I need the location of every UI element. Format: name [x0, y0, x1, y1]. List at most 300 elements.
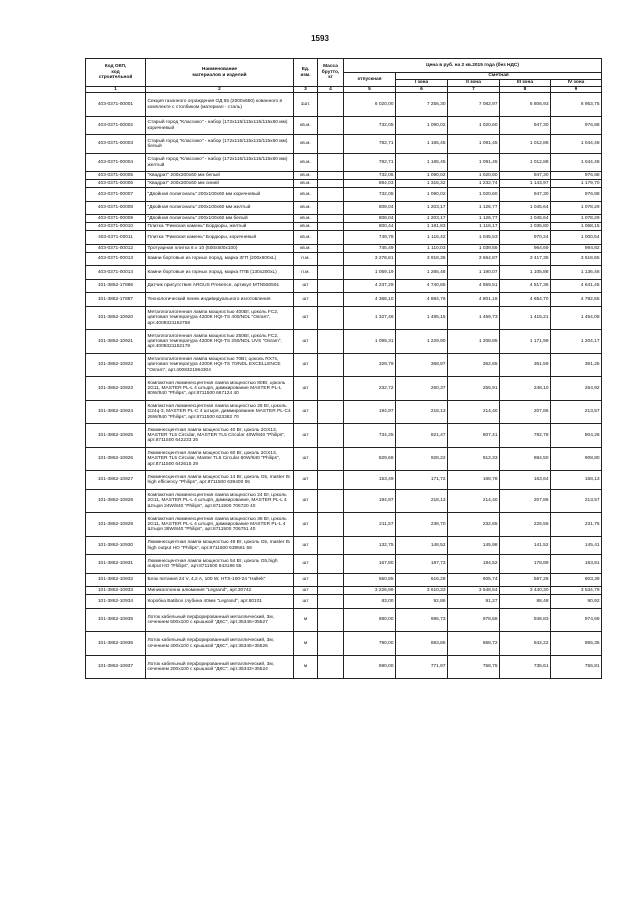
- column-number: 5: [344, 87, 396, 93]
- row-mass: [318, 587, 344, 595]
- row-price-zone-4: 1 078,29: [551, 201, 602, 215]
- row-code: 403-0371-00010: [86, 223, 146, 231]
- row-price-zone-2: 1 190,07: [448, 266, 500, 280]
- row-price-zone-3: 163,64: [500, 471, 551, 490]
- row-mass: [318, 172, 344, 180]
- table-row: [86, 306, 602, 330]
- row-price-zone-3: 4 517,36: [500, 279, 551, 293]
- row-price-zone-3: 351,59: [500, 353, 551, 377]
- header-release: отпускная: [344, 73, 396, 87]
- table-row: [86, 293, 602, 307]
- column-number: 1: [86, 87, 146, 93]
- row-price-zone-3: 3 440,30: [500, 587, 551, 595]
- row-mass: [318, 489, 344, 513]
- row-price-zone-3: 1 035,80: [500, 223, 551, 231]
- row-unit: кв.м.: [294, 201, 318, 215]
- row-mass: [318, 424, 344, 448]
- table-row: [86, 471, 602, 490]
- row-name: Лоток кабельный перфорированный металлический, 3м, сечением 400х100 с крышкой "ДКС", арт.35345+35526: [146, 632, 294, 656]
- row-name: Старый город "Классико" - набор (172х115/115х115/115х60 мм) коричневый: [146, 116, 294, 135]
- row-price-zone-1: 368,97: [396, 353, 448, 377]
- row-price-zone-2: 807,41: [448, 424, 500, 448]
- row-unit: шт: [294, 471, 318, 490]
- row-price-zone-4: 183,81: [551, 555, 602, 574]
- header-unit-text: Ед. изм.: [300, 67, 311, 78]
- row-price-zone-4: 974,69: [551, 608, 602, 632]
- table-row: [86, 608, 602, 632]
- row-code: 101-3862-10924: [86, 400, 146, 424]
- price-table: [85, 58, 602, 679]
- row-price-zone-4: 213,57: [551, 400, 602, 424]
- column-number: 4: [318, 87, 344, 93]
- row-name: Технологический пенек индивидуального изготовления: [146, 293, 294, 307]
- header-mass: [318, 59, 344, 87]
- row-code: 101-3862-10928: [86, 489, 146, 513]
- row-unit: шт: [294, 447, 318, 471]
- row-name: Камни бортовые из горных пород, марка ГПВ (130х200хL): [146, 266, 294, 280]
- row-name: Металлогалогенная лампа мощностью 400Вт, цоколь FC2, цветовая температура 4200К HQI-TS 400/NDL "Osram", арт.4008321152758: [146, 306, 294, 330]
- row-price-zone-4: 168,13: [551, 471, 602, 490]
- row-name: Секция газонного ограждения ОД 65 (2000х650) кованного в комплекте с столбиком (материал - сталь): [146, 93, 294, 117]
- row-price-zone-1: 218,13: [396, 400, 448, 424]
- row-mass: [318, 353, 344, 377]
- row-price-zone-2: 91,27: [448, 595, 500, 609]
- row-price-zone-3: 970,24: [500, 231, 551, 245]
- row-unit: шт: [294, 377, 318, 401]
- row-name: Миникоплонна алюминия "Legrand", арт.30742: [146, 587, 294, 595]
- row-price-zone-4: 603,39: [551, 573, 602, 587]
- row-code: 101-3862-10923: [86, 377, 146, 401]
- row-price-release: 3 278,61: [344, 252, 396, 266]
- column-number: 7: [448, 87, 500, 93]
- row-mass: [318, 215, 344, 223]
- row-unit: м: [294, 632, 318, 656]
- row-price-zone-4: 254,92: [551, 377, 602, 401]
- row-price-release: 194,97: [344, 400, 396, 424]
- row-price-zone-3: 1 105,88: [500, 266, 551, 280]
- row-name: Блок питания 24 V, 4,2 A, 100 W, HTS-100-24 "Haltek": [146, 573, 294, 587]
- row-code: 403-0371-00013: [86, 252, 146, 266]
- column-number: 8: [500, 87, 551, 93]
- row-mass: [318, 608, 344, 632]
- row-code: 403-0371-00012: [86, 244, 146, 252]
- row-mass: [318, 471, 344, 490]
- row-price-zone-4: 4 782,55: [551, 293, 602, 307]
- row-price-release: 782,71: [344, 135, 396, 154]
- row-code: 101-3862-10937: [86, 655, 146, 679]
- row-price-release: 1 059,19: [344, 266, 396, 280]
- row-price-zone-2: 145,98: [448, 536, 500, 555]
- table-row: [86, 215, 602, 223]
- row-price-release: 232,72: [344, 377, 396, 401]
- row-price-zone-4: 804,28: [551, 424, 602, 448]
- row-code: 403-0371-00014: [86, 266, 146, 280]
- row-price-zone-1: 218,13: [396, 489, 448, 513]
- table-row: [86, 632, 602, 656]
- row-mass: [318, 135, 344, 154]
- row-price-zone-4: 231,75: [551, 513, 602, 537]
- row-price-zone-4: 361,25: [551, 353, 602, 377]
- row-price-zone-3: 1 415,21: [500, 306, 551, 330]
- row-code: 101-3862-10930: [86, 536, 146, 555]
- row-price-zone-4: 865,35: [551, 632, 602, 656]
- row-price-zone-1: 1 165,45: [396, 153, 448, 172]
- table-row: [86, 231, 602, 245]
- row-name: Камни бортовые из горных пород, марка 3ГП (200х600хL): [146, 252, 294, 266]
- row-price-zone-3: 207,86: [500, 489, 551, 513]
- row-name: Люминесцентная лампа мощностью 49 Вт, цоколь G5, master t5 high output HO "Philips", арт.8711500 639561 59: [146, 536, 294, 555]
- row-name: Компактная люминесцентная лампа мощностью 24 Вт, цоколь 2G11, MASTER PL-L 4 штыря, диммирование, MASTER PL-L 4 Штыря 24W/840 "Philips", арт.8711500 706720 40: [146, 489, 294, 513]
- row-mass: [318, 293, 344, 307]
- row-name: "Квадрат" 200х200х60 мм синий: [146, 180, 294, 188]
- table-row: [86, 489, 602, 513]
- row-price-zone-3: 735,61: [500, 655, 551, 679]
- row-code: 403-0371-00003: [86, 135, 146, 154]
- row-price-zone-1: 1 229,90: [396, 330, 448, 354]
- row-mass: [318, 573, 344, 587]
- row-price-zone-3: 1 012,88: [500, 135, 551, 154]
- row-price-zone-2: 168,78: [448, 471, 500, 490]
- table-row: [86, 153, 602, 172]
- table-row: [86, 201, 602, 215]
- row-price-zone-1: 4 740,65: [396, 279, 448, 293]
- row-price-zone-3: 842,22: [500, 632, 551, 656]
- header-price-title: Цена в руб. на 2 кв.2015 года (без НДС): [344, 59, 602, 73]
- row-price-zone-3: 178,89: [500, 555, 551, 574]
- row-price-zone-3: 587,26: [500, 573, 551, 587]
- row-price-release: 153,49: [344, 471, 396, 490]
- row-price-release: 790,00: [344, 632, 396, 656]
- table-row: [86, 513, 602, 537]
- row-name: Старый город "Классико" - набор (172х115/115х115/115х60 мм) белый: [146, 135, 294, 154]
- header-estimate: Сметная: [396, 73, 602, 80]
- table-row: [86, 424, 602, 448]
- row-price-zone-4: 994,82: [551, 244, 602, 252]
- row-name: Люминесцентная лампа мощностью 54 Вт, цоколь G5,high output HO "Philips", арт.8711500 643186 55: [146, 555, 294, 574]
- header-zone-1: I зона: [396, 80, 448, 87]
- row-code: 101-3862-10926: [86, 447, 146, 471]
- row-unit: кв.м.: [294, 172, 318, 180]
- row-price-zone-2: 1 020,60: [448, 188, 500, 202]
- table-row: [86, 400, 602, 424]
- row-unit: шт: [294, 293, 318, 307]
- row-price-zone-2: 1 045,53: [448, 231, 500, 245]
- row-price-release: 690,00: [344, 655, 396, 679]
- row-price-zone-1: 4 884,76: [396, 293, 448, 307]
- row-price-zone-3: 884,50: [500, 447, 551, 471]
- row-price-zone-3: 248,10: [500, 377, 551, 401]
- row-unit: м: [294, 655, 318, 679]
- row-name: Компактная люминесцентная лампа мощностью 36 Вт, цоколь 2G11, MASTER PL-L 4 штыря, диммирование MASTER PL-L 4 Штыря 36W/840 "Philips", арт.8711500 706751 40: [146, 513, 294, 537]
- row-name: "Квадрат" 200х200х60 мм белый: [146, 172, 294, 180]
- row-price-zone-2: 4 801,16: [448, 293, 500, 307]
- row-price-zone-1: 187,73: [396, 555, 448, 574]
- row-price-zone-4: 6 953,75: [551, 93, 602, 117]
- row-price-zone-1: 1 265,48: [396, 266, 448, 280]
- row-price-zone-3: 1 012,88: [500, 153, 551, 172]
- row-mass: [318, 377, 344, 401]
- table-row: [86, 180, 602, 188]
- table-row: [86, 330, 602, 354]
- table-row: [86, 93, 602, 117]
- row-unit: кв.м.: [294, 116, 318, 135]
- row-price-zone-2: 1 116,17: [448, 223, 500, 231]
- row-code: 403-0371-00001: [86, 93, 146, 117]
- row-price-release: 732,05: [344, 188, 396, 202]
- row-price-zone-1: 821,47: [396, 424, 448, 448]
- row-price-zone-2: 1 126,77: [448, 201, 500, 215]
- row-price-release: 734,25: [344, 424, 396, 448]
- row-unit: шт: [294, 400, 318, 424]
- row-price-zone-2: 868,72: [448, 632, 500, 656]
- row-price-zone-2: 1 039,55: [448, 244, 500, 252]
- row-price-zone-2: 184,52: [448, 555, 500, 574]
- row-price-zone-4: 145,41: [551, 536, 602, 555]
- row-price-zone-3: 948,83: [500, 608, 551, 632]
- row-unit: кв.м.: [294, 153, 318, 172]
- row-unit: шт: [294, 595, 318, 609]
- row-mass: [318, 252, 344, 266]
- row-code: 101-3862-10932: [86, 573, 146, 587]
- row-code: 101-3862-10933: [86, 587, 146, 595]
- row-price-zone-3: 225,56: [500, 513, 551, 537]
- row-code: 403-0371-00011: [86, 231, 146, 245]
- row-mass: [318, 93, 344, 117]
- row-unit: кв.м.: [294, 215, 318, 223]
- row-name: Лоток кабельный перфорированный металлический, 3м, сечением 500х100 с крышкой "ДКС", арт.35346+35527: [146, 608, 294, 632]
- row-mass: [318, 306, 344, 330]
- row-price-release: 745,49: [344, 244, 396, 252]
- row-price-zone-1: 3 610,33: [396, 587, 448, 595]
- row-price-zone-3: 947,30: [500, 116, 551, 135]
- row-price-zone-1: 1 090,02: [396, 116, 448, 135]
- row-code: 101-3862-10935: [86, 608, 146, 632]
- row-price-zone-3: 964,69: [500, 244, 551, 252]
- row-mass: [318, 266, 344, 280]
- row-unit: шт: [294, 555, 318, 574]
- row-price-zone-2: 1 232,74: [448, 180, 500, 188]
- row-price-zone-2: 1 091,45: [448, 153, 500, 172]
- row-code: 403-0371-00002: [86, 116, 146, 135]
- row-price-zone-2: 232,65: [448, 513, 500, 537]
- row-unit: шт: [294, 587, 318, 595]
- row-mass: [318, 231, 344, 245]
- row-price-zone-1: 3 918,36: [396, 252, 448, 266]
- row-mass: [318, 655, 344, 679]
- row-mass: [318, 595, 344, 609]
- row-price-zone-1: 985,73: [396, 608, 448, 632]
- table-row: [86, 116, 602, 135]
- row-unit: шт: [294, 306, 318, 330]
- row-price-zone-3: 782,78: [500, 424, 551, 448]
- row-price-release: 194,97: [344, 489, 396, 513]
- row-name: Люминесцентная лампа мощностью 60 Вт, цоколь 2GX13, MASTER TL5 Circular, Master TL5 Circular 60W/840 "Philips", арт.8711500 642615 29: [146, 447, 294, 471]
- row-unit: шт: [294, 353, 318, 377]
- row-mass: [318, 447, 344, 471]
- row-unit: кв.м.: [294, 231, 318, 245]
- table-row: [86, 135, 602, 154]
- row-price-zone-3: 207,86: [500, 400, 551, 424]
- row-price-release: 1 327,46: [344, 306, 396, 330]
- table-row: [86, 223, 602, 231]
- header-name: [146, 59, 294, 87]
- row-price-zone-3: 1 045,64: [500, 201, 551, 215]
- row-unit: шт: [294, 330, 318, 354]
- row-price-zone-3: 141,52: [500, 536, 551, 555]
- row-price-release: 329,79: [344, 353, 396, 377]
- row-price-zone-1: 1 090,02: [396, 188, 448, 202]
- row-unit: п.м.: [294, 252, 318, 266]
- row-price-zone-2: 3 664,87: [448, 252, 500, 266]
- row-price-release: 829,66: [344, 447, 396, 471]
- row-code: 403-0371-00008: [86, 201, 146, 215]
- row-unit: шт: [294, 573, 318, 587]
- row-price-release: 132,75: [344, 536, 396, 555]
- row-price-release: 3 226,99: [344, 587, 396, 595]
- row-price-zone-3: 1 171,99: [500, 330, 551, 354]
- row-price-zone-1: 260,37: [396, 377, 448, 401]
- row-name: Коробка Batibox глубина 40мм "Legrand", арт.80101: [146, 595, 294, 609]
- table-row: [86, 188, 602, 202]
- row-mass: [318, 279, 344, 293]
- row-price-zone-1: 1 116,42: [396, 231, 448, 245]
- table-row: [86, 573, 602, 587]
- row-price-zone-1: 616,28: [396, 573, 448, 587]
- header-zone-2: II зона: [448, 80, 500, 87]
- table-row: [86, 353, 602, 377]
- row-price-zone-1: 928,22: [396, 447, 448, 471]
- row-price-zone-4: 3 518,65: [551, 252, 602, 266]
- row-code: 101-3862-10922: [86, 353, 146, 377]
- row-price-release: 4 237,29: [344, 279, 396, 293]
- header-unit: [294, 59, 318, 87]
- row-price-zone-2: 7 082,97: [448, 93, 500, 117]
- row-price-zone-1: 883,85: [396, 632, 448, 656]
- row-name: Металлогалогенная лампа мощностью 70Вт, цоколь RX7s, цветовая температура 4200К HQI-TS 70/NDL EXCELLENCE "Osram", арт.4008321964304: [146, 353, 294, 377]
- row-mass: [318, 632, 344, 656]
- row-mass: [318, 153, 344, 172]
- row-price-zone-2: 1 091,45: [448, 135, 500, 154]
- row-price-zone-4: 1 136,46: [551, 266, 602, 280]
- row-price-zone-3: 947,30: [500, 172, 551, 180]
- row-price-zone-2: 912,33: [448, 447, 500, 471]
- row-mass: [318, 201, 344, 215]
- row-price-zone-1: 171,72: [396, 471, 448, 490]
- table-row: [86, 244, 602, 252]
- row-name: Плитка "Римская камень" Бордюры, коричневый: [146, 231, 294, 245]
- row-code: 101-3862-10927: [86, 471, 146, 490]
- row-mass: [318, 188, 344, 202]
- row-price-release: 808,04: [344, 215, 396, 223]
- row-unit: м: [294, 608, 318, 632]
- row-code: 101-3862-10929: [86, 513, 146, 537]
- table-row: [86, 447, 602, 471]
- page-number: 1593: [311, 34, 329, 43]
- row-mass: [318, 180, 344, 188]
- column-number: 9: [551, 87, 602, 93]
- row-code: 101-3862-17886: [86, 279, 146, 293]
- row-price-zone-1: 1 203,17: [396, 201, 448, 215]
- row-price-zone-3: 1 045,64: [500, 215, 551, 223]
- row-price-zone-4: 1 044,48: [551, 135, 602, 154]
- header-zone-3: III зона: [500, 80, 551, 87]
- table-row: [86, 172, 602, 180]
- row-price-zone-4: 1 000,54: [551, 231, 602, 245]
- row-name: Датчик присутствия ARGUS Presence, артикул MTN550591: [146, 279, 294, 293]
- row-price-zone-4: 1 204,17: [551, 330, 602, 354]
- row-price-zone-1: 7 256,30: [396, 93, 448, 117]
- header-zone-4: IV зона: [551, 80, 602, 87]
- row-price-zone-4: 976,88: [551, 116, 602, 135]
- row-mass: [318, 223, 344, 231]
- row-code: 403-0371-00004: [86, 153, 146, 172]
- row-price-zone-2: 214,40: [448, 400, 500, 424]
- row-price-zone-2: 978,68: [448, 608, 500, 632]
- row-price-zone-1: 1 316,32: [396, 180, 448, 188]
- row-price-release: 732,05: [344, 172, 396, 180]
- row-name: "Двойная полигональ" 200х100х60 мм белый: [146, 215, 294, 223]
- row-price-zone-2: 3 548,54: [448, 587, 500, 595]
- row-price-zone-4: 1 454,08: [551, 306, 602, 330]
- row-code: 101-3862-10934: [86, 595, 146, 609]
- row-code: 403-0371-00007: [86, 188, 146, 202]
- row-price-zone-1: 1 203,17: [396, 215, 448, 223]
- row-price-zone-2: 4 659,51: [448, 279, 500, 293]
- table-row: [86, 655, 602, 679]
- row-price-zone-1: 92,86: [396, 595, 448, 609]
- row-price-release: 880,00: [344, 608, 396, 632]
- row-mass: [318, 555, 344, 574]
- row-unit: кв.м.: [294, 244, 318, 252]
- row-price-zone-2: 1 126,77: [448, 215, 500, 223]
- column-number: 2: [146, 87, 294, 93]
- row-price-zone-2: 214,40: [448, 489, 500, 513]
- row-price-zone-3: 3 417,35: [500, 252, 551, 266]
- row-price-zone-4: 908,80: [551, 447, 602, 471]
- row-price-zone-3: 88,48: [500, 595, 551, 609]
- row-price-zone-3: 1 143,97: [500, 180, 551, 188]
- row-unit: кв.м.: [294, 180, 318, 188]
- row-name: Люминесцентная лампа мощностью 40 Вт, цоколь 2GX13, MASTER TL5 Circular, MASTER TL5 Circular 40W/840 "Philips", арт.8711500 642233 25: [146, 424, 294, 448]
- table-row: [86, 555, 602, 574]
- header-mass-text: Масса брутто, кг: [321, 64, 340, 81]
- row-code: 403-0371-00006: [86, 180, 146, 188]
- row-price-zone-2: 1 020,60: [448, 116, 500, 135]
- row-code: 101-3862-10931: [86, 555, 146, 574]
- row-price-zone-4: 755,81: [551, 655, 602, 679]
- row-price-release: 782,71: [344, 153, 396, 172]
- row-mass: [318, 513, 344, 537]
- row-price-zone-1: 771,97: [396, 655, 448, 679]
- row-unit: кв.м.: [294, 188, 318, 202]
- table-row: [86, 266, 602, 280]
- row-price-zone-1: 148,52: [396, 536, 448, 555]
- table-row: [86, 279, 602, 293]
- row-price-zone-2: 255,91: [448, 377, 500, 401]
- row-price-zone-2: 1 020,60: [448, 172, 500, 180]
- row-code: 101-3862-10920: [86, 306, 146, 330]
- row-price-release: 749,78: [344, 231, 396, 245]
- row-price-zone-1: 1 485,15: [396, 306, 448, 330]
- row-price-release: 211,57: [344, 513, 396, 537]
- row-unit: 1шт.: [294, 93, 318, 117]
- row-price-release: 808,04: [344, 201, 396, 215]
- row-price-zone-2: 1 208,85: [448, 330, 500, 354]
- table-row: [86, 252, 602, 266]
- row-price-zone-1: 1 165,45: [396, 135, 448, 154]
- row-mass: [318, 116, 344, 135]
- row-mass: [318, 330, 344, 354]
